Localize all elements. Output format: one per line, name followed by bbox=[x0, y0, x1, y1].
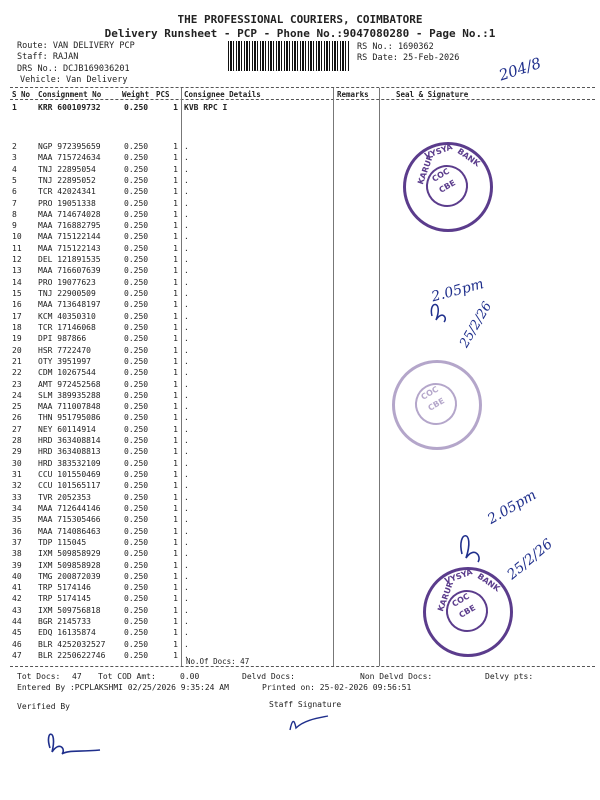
row-consignment-no: TNJ 22900509 bbox=[38, 289, 96, 299]
row-pcs: 1 bbox=[173, 560, 178, 570]
row-weight: 0.250 bbox=[124, 549, 149, 559]
row-weight: 0.250 bbox=[124, 481, 149, 491]
row-weight: 0.250 bbox=[124, 402, 149, 412]
row-weight: 0.250 bbox=[124, 142, 149, 151]
verified-by-label: Verified By bbox=[17, 702, 70, 711]
row-consignment-no: MAA 711007848 bbox=[38, 402, 101, 412]
row-sno: 32 bbox=[12, 481, 22, 491]
rs-number: RS No.: 1690362 bbox=[357, 42, 434, 52]
row-sno: 13 bbox=[12, 266, 22, 276]
row-consignment-no: AMT 972452568 bbox=[38, 379, 101, 389]
row-weight: 0.250 bbox=[124, 503, 149, 513]
tot-cod-label: Tot COD Amt: bbox=[98, 672, 156, 681]
row-pcs: 1 bbox=[173, 526, 178, 536]
row-pcs: 1 bbox=[173, 187, 178, 197]
handwritten-note-top bbox=[496, 52, 544, 86]
col-divider-consignee bbox=[181, 88, 182, 666]
row-pcs: 1 bbox=[173, 277, 178, 287]
row-consignment-no: KRR 600109732 bbox=[38, 103, 101, 112]
svg-text:2.05pm: 2.05pm bbox=[429, 276, 486, 306]
row-consignee: . bbox=[184, 537, 189, 547]
col-header-consignment: Consignment No bbox=[38, 90, 102, 99]
row-pcs: 1 bbox=[173, 334, 178, 344]
row-weight: 0.250 bbox=[124, 300, 149, 310]
handwritten-date-1 bbox=[428, 296, 498, 351]
row-consignment-no: BGR 2145733 bbox=[38, 617, 91, 627]
row-weight: 0.250 bbox=[124, 458, 149, 468]
row-pcs: 1 bbox=[173, 458, 178, 468]
rs-date: RS Date: 25-Feb-2026 bbox=[357, 53, 460, 63]
row-sno: 17 bbox=[12, 311, 22, 321]
row-pcs: 1 bbox=[173, 142, 178, 151]
tot-docs-label: Tot Docs: bbox=[17, 672, 61, 681]
row-weight: 0.250 bbox=[124, 311, 149, 321]
row-pcs: 1 bbox=[173, 368, 178, 378]
row-consignment-no: OTY 3951997 bbox=[38, 356, 91, 366]
row-sno: 9 bbox=[12, 221, 17, 231]
row-consignee: . bbox=[184, 175, 189, 185]
row-sno: 2 bbox=[12, 142, 17, 151]
row-consignment-no: CCU 101565117 bbox=[38, 481, 101, 491]
row-pcs: 1 bbox=[173, 470, 178, 480]
staff-signature-label: Staff Signature bbox=[269, 700, 342, 709]
row-consignee: . bbox=[184, 153, 189, 163]
row-sno: 7 bbox=[12, 198, 17, 208]
company-name: THE PROFESSIONAL COURIERS, COIMBATORE bbox=[177, 13, 423, 26]
row-weight: 0.250 bbox=[124, 198, 149, 208]
row-sno: 11 bbox=[12, 243, 22, 253]
row-consignment-no: DEL 121891535 bbox=[38, 255, 101, 265]
row-consignment-no: HRD 363408814 bbox=[38, 436, 101, 446]
non-delvd-docs-label: Non Delvd Docs: bbox=[360, 672, 433, 681]
row-sno: 21 bbox=[12, 356, 22, 366]
row-weight: 0.250 bbox=[124, 345, 149, 355]
row-consignee: . bbox=[184, 390, 189, 400]
row-consignee: . bbox=[184, 198, 189, 208]
staff-text: Staff: RAJAN bbox=[17, 52, 79, 62]
row-sno: 26 bbox=[12, 413, 22, 423]
row-sno: 47 bbox=[12, 651, 22, 660]
row-sno: 5 bbox=[12, 175, 17, 185]
row-weight: 0.250 bbox=[124, 537, 149, 547]
row-weight: 0.250 bbox=[124, 560, 149, 570]
row-pcs: 1 bbox=[173, 103, 178, 112]
row-consignment-no: IXM 509858928 bbox=[38, 560, 101, 570]
row-weight: 0.250 bbox=[124, 447, 149, 457]
row-consignee: . bbox=[184, 458, 189, 468]
row-consignment-no: EDQ 16135874 bbox=[38, 628, 96, 638]
row-pcs: 1 bbox=[173, 515, 178, 525]
row-pcs: 1 bbox=[173, 537, 178, 547]
col-header-weight: Weight bbox=[122, 90, 150, 99]
row-sno: 4 bbox=[12, 164, 17, 174]
row-pcs: 1 bbox=[173, 266, 178, 276]
delvd-docs-label: Delvd Docs: bbox=[242, 672, 295, 681]
row-pcs: 1 bbox=[173, 424, 178, 434]
row-consignee: . bbox=[184, 402, 189, 412]
row-weight: 0.250 bbox=[124, 289, 149, 299]
row-consignee: . bbox=[184, 526, 189, 536]
row-sno: 45 bbox=[12, 628, 22, 638]
row-sno: 24 bbox=[12, 390, 22, 400]
row-consignment-no: TRP 5174146 bbox=[38, 583, 91, 593]
row-sno: 41 bbox=[12, 583, 22, 593]
row-sno: 35 bbox=[12, 515, 22, 525]
col-header-sno: S No bbox=[12, 90, 31, 99]
no-of-docs: No.Of Docs: 47 bbox=[186, 657, 250, 666]
table-top-rule bbox=[10, 87, 595, 88]
col-header-pcs: PCS bbox=[156, 90, 170, 99]
row-weight: 0.250 bbox=[124, 639, 149, 649]
table-header-rule bbox=[10, 99, 595, 100]
row-pcs: 1 bbox=[173, 175, 178, 185]
svg-text:25/2/26: 25/2/26 bbox=[457, 299, 496, 351]
col-divider-seal bbox=[379, 88, 380, 666]
row-consignment-no: TVR 2052353 bbox=[38, 492, 91, 502]
row-weight: 0.250 bbox=[124, 424, 149, 434]
row-pcs: 1 bbox=[173, 639, 178, 649]
row-consignee: . bbox=[184, 549, 189, 559]
row-sno: 14 bbox=[12, 277, 22, 287]
row-consignment-no: CCU 101550469 bbox=[38, 470, 101, 480]
row-consignment-no: IXM 509756818 bbox=[38, 605, 101, 615]
row-sno: 12 bbox=[12, 255, 22, 265]
row-sno: 38 bbox=[12, 549, 22, 559]
row-consignment-no: NGP 972395659 bbox=[38, 142, 101, 151]
row-weight: 0.250 bbox=[124, 413, 149, 423]
row-consignee: . bbox=[184, 605, 189, 615]
row-consignment-no: HSR 7722470 bbox=[38, 345, 91, 355]
row-weight: 0.250 bbox=[124, 571, 149, 581]
row-consignment-no: TNJ 22895054 bbox=[38, 164, 96, 174]
row-consignee: . bbox=[184, 470, 189, 480]
row-weight: 0.250 bbox=[124, 221, 149, 231]
row-consignee: KVB RPC I bbox=[184, 103, 228, 112]
row-pcs: 1 bbox=[173, 255, 178, 265]
row-pcs: 1 bbox=[173, 594, 178, 604]
row-consignment-no: PRO 19051338 bbox=[38, 198, 96, 208]
row-consignment-no: TMG 200872039 bbox=[38, 571, 101, 581]
row-consignee: . bbox=[184, 436, 189, 446]
row-consignee: . bbox=[184, 651, 189, 660]
barcode bbox=[228, 41, 350, 71]
row-weight: 0.250 bbox=[124, 515, 149, 525]
row-consignee: . bbox=[184, 221, 189, 231]
row-consignee: . bbox=[184, 164, 189, 174]
row-sno: 34 bbox=[12, 503, 22, 513]
row-consignee: . bbox=[184, 243, 189, 253]
row-pcs: 1 bbox=[173, 379, 178, 389]
row-pcs: 1 bbox=[173, 571, 178, 581]
row-consignee: . bbox=[184, 481, 189, 491]
row-consignee: . bbox=[184, 311, 189, 321]
row-weight: 0.250 bbox=[124, 605, 149, 615]
row-weight: 0.250 bbox=[124, 103, 149, 112]
row-weight: 0.250 bbox=[124, 356, 149, 366]
row-pcs: 1 bbox=[173, 300, 178, 310]
svg-text:25/2/26: 25/2/26 bbox=[504, 536, 556, 584]
row-sno: 16 bbox=[12, 300, 22, 310]
row-sno: 30 bbox=[12, 458, 22, 468]
row-weight: 0.250 bbox=[124, 594, 149, 604]
row-pcs: 1 bbox=[173, 232, 178, 242]
row-consignment-no: TCR 42024341 bbox=[38, 187, 96, 197]
row-pcs: 1 bbox=[173, 345, 178, 355]
row-sno: 37 bbox=[12, 537, 22, 547]
table-bottom-rule bbox=[10, 666, 595, 667]
runsheet-title: Delivery Runsheet - PCP - Phone No.:9047080280 - Page No.:1 bbox=[104, 27, 496, 40]
row-weight: 0.250 bbox=[124, 390, 149, 400]
row-consignment-no: THN 951795086 bbox=[38, 413, 101, 423]
row-consignee: . bbox=[184, 583, 189, 593]
row-pcs: 1 bbox=[173, 402, 178, 412]
row-sno: 1 bbox=[12, 103, 17, 112]
row-weight: 0.250 bbox=[124, 164, 149, 174]
row-pcs: 1 bbox=[173, 243, 178, 253]
row-consignment-no: MAA 716882795 bbox=[38, 221, 101, 231]
row-consignee: . bbox=[184, 368, 189, 378]
row-sno: 36 bbox=[12, 526, 22, 536]
row-sno: 29 bbox=[12, 447, 22, 457]
row-pcs: 1 bbox=[173, 617, 178, 627]
row-pcs: 1 bbox=[173, 413, 178, 423]
row-consignee: . bbox=[184, 356, 189, 366]
row-consignee: . bbox=[184, 560, 189, 570]
row-consignee: . bbox=[184, 209, 189, 219]
row-consignee: . bbox=[184, 289, 189, 299]
row-weight: 0.250 bbox=[124, 232, 149, 242]
bank-stamp-1: KARUR VYSYA BANK COC CBE bbox=[403, 142, 493, 232]
row-consignee: . bbox=[184, 639, 189, 649]
row-pcs: 1 bbox=[173, 549, 178, 559]
row-pcs: 1 bbox=[173, 492, 178, 502]
tot-cod-value: 0.00 bbox=[180, 672, 200, 681]
row-consignee: . bbox=[184, 447, 189, 457]
row-pcs: 1 bbox=[173, 605, 178, 615]
row-consignee: . bbox=[184, 492, 189, 502]
row-consignment-no: MAA 714674028 bbox=[38, 209, 101, 219]
row-consignment-no: MAA 715122143 bbox=[38, 243, 101, 253]
row-sno: 46 bbox=[12, 639, 22, 649]
row-weight: 0.250 bbox=[124, 277, 149, 287]
row-consignment-no: TDP 115045 bbox=[38, 537, 87, 547]
row-consignee: . bbox=[184, 300, 189, 310]
row-consignment-no: BLR 4252032527 bbox=[38, 639, 106, 649]
row-weight: 0.250 bbox=[124, 322, 149, 332]
row-consignment-no: BLR 2250622746 bbox=[38, 651, 106, 660]
row-pcs: 1 bbox=[173, 356, 178, 366]
row-weight: 0.250 bbox=[124, 175, 149, 185]
row-pcs: 1 bbox=[173, 164, 178, 174]
row-weight: 0.250 bbox=[124, 379, 149, 389]
route-text: Route: VAN DELIVERY PCP bbox=[17, 41, 135, 51]
row-consignment-no: MAA 714086463 bbox=[38, 526, 101, 536]
row-pcs: 1 bbox=[173, 209, 178, 219]
row-pcs: 1 bbox=[173, 481, 178, 491]
row-consignee: . bbox=[184, 345, 189, 355]
row-pcs: 1 bbox=[173, 322, 178, 332]
svg-text:204/8: 204/8 bbox=[496, 53, 544, 85]
printed-on: Printed on: 25-02-2026 09:56:51 bbox=[262, 683, 412, 692]
row-weight: 0.250 bbox=[124, 209, 149, 219]
row-pcs: 1 bbox=[173, 198, 178, 208]
bank-stamp-2-faded: COC CBE bbox=[392, 360, 482, 450]
row-sno: 28 bbox=[12, 436, 22, 446]
row-consignee: . bbox=[184, 413, 189, 423]
staff-signature-scribble bbox=[284, 706, 334, 736]
row-consignment-no: CDM 10267544 bbox=[38, 368, 96, 378]
row-consignment-no: MAA 713648197 bbox=[38, 300, 101, 310]
vehicle-text: Vehicle: Van Delivery bbox=[20, 75, 128, 85]
row-consignee: . bbox=[184, 628, 189, 638]
row-pcs: 1 bbox=[173, 436, 178, 446]
row-sno: 25 bbox=[12, 402, 22, 412]
row-sno: 40 bbox=[12, 571, 22, 581]
row-consignee: . bbox=[184, 232, 189, 242]
bank-stamp-3: KARUR VYSYA BANK COC CBE bbox=[423, 567, 513, 657]
row-weight: 0.250 bbox=[124, 187, 149, 197]
row-weight: 0.250 bbox=[124, 334, 149, 344]
col-header-consignee: Consignee Details bbox=[184, 90, 261, 99]
row-sno: 39 bbox=[12, 560, 22, 570]
row-consignment-no: TNJ 22895052 bbox=[38, 175, 96, 185]
row-consignment-no: MAA 715122144 bbox=[38, 232, 101, 242]
row-sno: 8 bbox=[12, 209, 17, 219]
row-weight: 0.250 bbox=[124, 617, 149, 627]
row-consignee: . bbox=[184, 594, 189, 604]
row-sno: 20 bbox=[12, 345, 22, 355]
row-sno: 27 bbox=[12, 424, 22, 434]
row-weight: 0.250 bbox=[124, 492, 149, 502]
col-header-seal: Seal & Signature bbox=[396, 90, 469, 99]
row-consignment-no: MAA 715305466 bbox=[38, 515, 101, 525]
row-pcs: 1 bbox=[173, 311, 178, 321]
row-consignment-no: HRD 383532109 bbox=[38, 458, 101, 468]
row-sno: 10 bbox=[12, 232, 22, 242]
row-weight: 0.250 bbox=[124, 255, 149, 265]
row-sno: 22 bbox=[12, 368, 22, 378]
delvy-pts-label: Delvy pts: bbox=[485, 672, 534, 681]
row-sno: 42 bbox=[12, 594, 22, 604]
row-consignment-no: KCM 40350310 bbox=[38, 311, 96, 321]
row-pcs: 1 bbox=[173, 628, 178, 638]
row-sno: 18 bbox=[12, 322, 22, 332]
row-consignee: . bbox=[184, 255, 189, 265]
row-consignment-no: MAA 712644146 bbox=[38, 503, 101, 513]
row-sno: 33 bbox=[12, 492, 22, 502]
row-consignment-no: TCR 17146068 bbox=[38, 322, 96, 332]
row-pcs: 1 bbox=[173, 503, 178, 513]
row-consignment-no: TRP 5174145 bbox=[38, 594, 91, 604]
row-consignee: . bbox=[184, 334, 189, 344]
row-consignee: . bbox=[184, 266, 189, 276]
row-sno: 31 bbox=[12, 470, 22, 480]
row-pcs: 1 bbox=[173, 651, 178, 660]
row-consignment-no: NEY 60114914 bbox=[38, 424, 96, 434]
row-consignee: . bbox=[184, 515, 189, 525]
row-sno: 43 bbox=[12, 605, 22, 615]
row-weight: 0.250 bbox=[124, 583, 149, 593]
row-consignee: . bbox=[184, 617, 189, 627]
verified-by-signature bbox=[38, 720, 108, 765]
row-consignment-no: PRO 19077623 bbox=[38, 277, 96, 287]
row-consignee: . bbox=[184, 503, 189, 513]
row-sno: 15 bbox=[12, 289, 22, 299]
row-consignee: . bbox=[184, 424, 189, 434]
row-consignment-no: IXM 509858929 bbox=[38, 549, 101, 559]
row-weight: 0.250 bbox=[124, 153, 149, 163]
row-pcs: 1 bbox=[173, 153, 178, 163]
row-sno: 3 bbox=[12, 153, 17, 163]
svg-text:2.05pm: 2.05pm bbox=[485, 487, 540, 528]
row-weight: 0.250 bbox=[124, 628, 149, 638]
row-consignee: . bbox=[184, 571, 189, 581]
row-consignee: . bbox=[184, 187, 189, 197]
row-weight: 0.250 bbox=[124, 368, 149, 378]
entered-by: Entered By :PCPLAKSHMI 02/25/2026 9:35:24 AM bbox=[17, 683, 229, 692]
row-consignee: . bbox=[184, 322, 189, 332]
row-weight: 0.250 bbox=[124, 436, 149, 446]
row-pcs: 1 bbox=[173, 221, 178, 231]
row-consignee: . bbox=[184, 142, 189, 151]
row-pcs: 1 bbox=[173, 390, 178, 400]
row-sno: 6 bbox=[12, 187, 17, 197]
row-weight: 0.250 bbox=[124, 651, 149, 660]
row-weight: 0.250 bbox=[124, 266, 149, 276]
row-consignee: . bbox=[184, 379, 189, 389]
row-pcs: 1 bbox=[173, 447, 178, 457]
row-weight: 0.250 bbox=[124, 243, 149, 253]
row-weight: 0.250 bbox=[124, 470, 149, 480]
row-consignment-no: SLM 389935288 bbox=[38, 390, 101, 400]
row-consignment-no: HRD 363408813 bbox=[38, 447, 101, 457]
row-consignment-no: MAA 715724634 bbox=[38, 153, 101, 163]
row-pcs: 1 bbox=[173, 583, 178, 593]
row-sno: 44 bbox=[12, 617, 22, 627]
col-header-remarks: Remarks bbox=[337, 90, 369, 99]
row-weight: 0.250 bbox=[124, 526, 149, 536]
drs-number: DRS No.: DCJB169036201 bbox=[17, 64, 130, 74]
row-consignee: . bbox=[184, 277, 189, 287]
tot-docs-value: 47 bbox=[72, 672, 82, 681]
row-consignment-no: MAA 716607639 bbox=[38, 266, 101, 276]
row-sno: 23 bbox=[12, 379, 22, 389]
row-consignment-no: DPI 987866 bbox=[38, 334, 87, 344]
row-pcs: 1 bbox=[173, 289, 178, 299]
row-sno: 19 bbox=[12, 334, 22, 344]
